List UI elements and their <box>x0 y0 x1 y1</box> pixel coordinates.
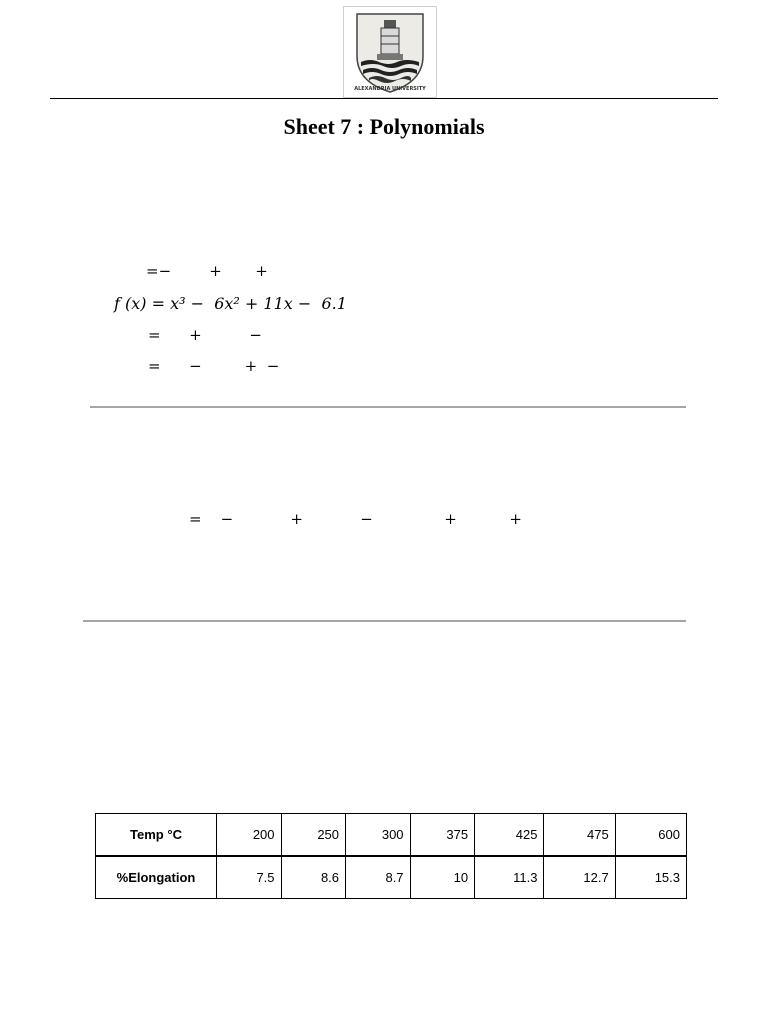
temperature-elongation-table <box>95 813 687 899</box>
row-header-elongation: %Elongation <box>96 856 217 899</box>
table-row <box>96 856 687 899</box>
table-cell: 7.5 <box>217 856 282 899</box>
logo-caption: ALEXANDRIA UNIVERSITY <box>354 86 426 92</box>
equation-line-1: =− + + <box>146 262 268 280</box>
equation-line-4: = − + − <box>148 357 280 375</box>
table-cell: 8.7 <box>346 856 411 899</box>
table-row <box>96 814 687 857</box>
table-cell: 600 <box>615 814 686 857</box>
table-cell: 300 <box>346 814 411 857</box>
table-cell: 200 <box>217 814 282 857</box>
table-cell: 10 <box>410 856 475 899</box>
equation-line-5: = − + − + + <box>189 510 522 528</box>
university-logo <box>343 6 437 98</box>
table-cell: 250 <box>281 814 346 857</box>
section-divider-2 <box>83 620 686 622</box>
row-header-temp: Temp °C <box>96 814 217 857</box>
header-rule <box>50 98 718 99</box>
table-cell: 15.3 <box>615 856 686 899</box>
table-cell: 12.7 <box>544 856 615 899</box>
table-cell: 11.3 <box>475 856 544 899</box>
lighthouse-seal-icon <box>343 6 437 98</box>
equation-line-3: = + − <box>148 326 262 344</box>
table-cell: 425 <box>475 814 544 857</box>
table-cell: 375 <box>410 814 475 857</box>
polynomial-definition: f (x) = x³ − 6x² + 11x − 6.1 <box>114 294 347 313</box>
table-cell: 475 <box>544 814 615 857</box>
page-title: Sheet 7 : Polynomials <box>283 114 485 139</box>
table-cell: 8.6 <box>281 856 346 899</box>
section-divider-1 <box>90 406 686 408</box>
